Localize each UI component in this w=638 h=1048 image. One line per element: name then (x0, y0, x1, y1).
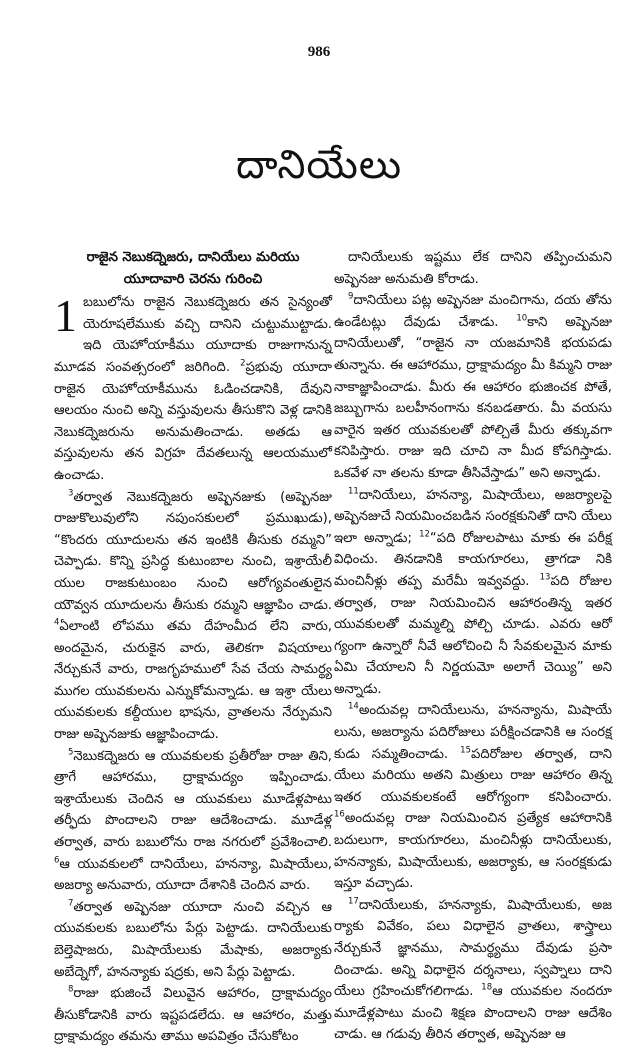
verse-text: అందువల్ల దానియేలును, హనన్యాను, మిషాయే లును, అజర్యాను పదిరోజులు పరీక్షించడానికి ఆ సంరక్ష కుడు సమ్మతించాడు. (334, 703, 612, 762)
verse-text: ఏలాంటి లోపము తమ దేహంమీద లేని వారు, అందమైన, చురుకైన వారు, తెలికగా విషయాలు నేర్చుకునే వారు, రాజగృహములో సేవ చేయ సామర్థ్య ముగల యువకులను ఎన్నుకోమన్నాడు. ఆ ఇశ్రా యేలు యువకులకు కల్దీయుల భాషను, వ్రాతలను నేర్పుమని రాజు అష్పెనజుకు ఆజ్ఞాపించాడు. (54, 619, 332, 743)
right-column-text (334, 247, 612, 1046)
verse-number: 6 (54, 855, 60, 866)
verse-text: ఆ యువకులలో దానియేలు, హనన్యా, మిషాయేలు, అజర్యా అనువారు, యూదా దేశానికి చెందిన వారు. (54, 856, 332, 894)
verse-number: 3 (68, 488, 74, 499)
left-column-text (54, 292, 332, 1048)
verse-text: దానియేలు పట్ల అష్పెనజు మంచిగాను, దయ తోను ఉండేటట్లు దేవుడు చేశాడు. (334, 293, 612, 330)
verse-number: 2 (240, 358, 246, 369)
verse-text: అందువల్ల రాజు నియమించిన ప్రత్యేక ఆహారానికి బదులుగా, కాయగూరలు, మంచినీళ్లు దానియేలుకు, హనన్యాకు, మిషాయేలుకు, అజర్యాకు, ఆ సంరక్షకుడు ఇస్తూ వచ్చాడు. (334, 811, 612, 892)
verse-number: 5 (68, 747, 74, 758)
verse-paragraph (54, 746, 332, 897)
verse-number: 11 (348, 486, 359, 497)
right-column (334, 247, 612, 1046)
left-column (54, 247, 332, 1048)
verse-number: 16 (334, 810, 345, 821)
verse-text: “పది రోజులపాటు మాకు ఈ పరీక్ష విధించు. తినడానికి కాయగూరలు, త్రాగడా నికి మంచినీళ్లు తప్ప మరేమీ ఇవ్వవద్దు. (334, 530, 612, 589)
chapter-number: 1 (54, 290, 77, 342)
verse-text: దానియేలుకు, హనన్యాకు, మిషాయేలుకు, అజ ర్యాకు వివేకం, పలు విధాలైన వ్రాతలు, శాస్త్రాలు నేర్చుకునే జ్ఞానము, సామర్థ్యము దేవుడు ప్రసా దించాడు. అన్ని విధాలైన దర్శనాలు, స్వప్నాలు దాని యేలు గ్రహించుకోగలిగాడు. (334, 897, 612, 1000)
verse-text: పదిరోజుల తర్వాత, దాని యేలు మరియు అతని మిత్రులు రాజు ఆహారం తిన్న ఇతర యువకులకంటే ఆరోగ్యంగా కనిపించారు. (334, 746, 612, 805)
verse-number: 18 (481, 982, 493, 993)
section-heading: రాజైన నెబుకద్నెజరు, దానియేలు మరియు యూదావారి చెరను గురించి (86, 250, 300, 287)
verse-number: 10 (516, 313, 528, 324)
verse-paragraph (334, 247, 612, 290)
verse-text: దానియేలు, హనన్యా, మిషాయేలు, అజర్యాలపై అష్పెనజుచే నియమించబడిన సంరక్షకునితో దాని యేలు ఇలా అన్నాడు; (334, 487, 612, 546)
book-title: దానియేలు (235, 142, 403, 188)
verse-number: 7 (68, 898, 74, 909)
verse-number: 17 (348, 896, 359, 907)
verse-number: 13 (539, 572, 551, 583)
verse-text: దానియేలుకు ఇష్టము లేక దానిని తప్పించుమని అష్పెనజు అనుమతి కోరాడు. (334, 250, 612, 287)
verse-number: 4 (54, 617, 60, 628)
verse-text: పది రోజుల తర్వాత, రాజు నియమించిన ఆహారంతిన్న ఇతర యువకులతో మమ్మల్ని పోల్చి చూడు. ఎవరు ఆరో గ్యంగా ఉన్నారో నీవే ఆలోచించి నీ సేవకులమైన మాకు ఏమి చేయాలని నీ నిర్ణయమో అలాగే చెయ్యి” అని అన్నాడు. (334, 573, 612, 697)
verse-paragraph (54, 487, 332, 746)
verse-text: ఆ యువకుల నందరూ మూడేళ్లపాటు మంచి శిక్షణ పొందాలని రాజు ఆదేశిం చాడు. ఆ గడువు తీరిన తర్వాత, అష్పెనజు ఆ (334, 984, 612, 1043)
verse-number: 8 (68, 984, 74, 995)
page-number: 986 (307, 44, 331, 60)
verse-text: తర్వాత అష్పెనజు యూదా నుంచి వచ్చిన ఆ యువకులకు బబులోను పేర్లు పెట్టాడు. దానియేలుకు బెల్తెషాజరు, మిషాయేలుకు మేషాకు, అజర్యాకు అబేద్నెగో, హనన్యాకు షద్రకు, అని పేర్లు పెట్టాడు. (54, 899, 332, 980)
verse-text: రాజు భుజించే విలువైన ఆహారం, ద్రాక్షామద్యం తీసుకోడానికి వారు ఇష్టపడలేదు. ఆ ఆహారం, మత్తు ద్రాక్షామద్యం తమను తాము అపవిత్రం చేసుకోటం (54, 986, 332, 1045)
verse-number: 14 (348, 702, 359, 713)
verse-text: ప్రభువు యూదా రాజైన యెహోయాకీమును ఓడించడానికి, దేవుని ఆలయం నుంచి అన్ని వస్తువులను తీసుకొని వెళ్ల డానికి నెబుకద్నెజరును అనుమతించాడు. అతడు ఆ వస్తువులను తన విగ్రహ దేవతలున్న ఆలయములో ఉంచాడు. (54, 359, 332, 483)
verse-paragraph (334, 700, 612, 894)
verse-number: 9 (348, 291, 354, 302)
verse-number: 15 (460, 745, 471, 756)
verse-paragraph (54, 897, 332, 983)
verse-text: కాని అష్పెనజు దానియేలుతో, “రాజైన నా యజమానికి భయపడు తున్నాను. ఈ ఆహారము, ద్రాక్షామద్యం మీ కిమ్మని రాజు నాకాజ్ఞాపించాడు. మీరు ఈ ఆహారం భుజించక పోతే, జబ్బుగాను బలహీనంగాను కనబడతారు. మీ వయసు వారైన ఇతర యువకులతో పోల్చితే మీరు తక్కువగా కనిపిస్తారు. రాజు ఇది చూచి నా మీద కోపగిస్తాడు. ఒకవేళ నా తలను కూడా తీసివేస్తాడు” అని అన్నాడు. (334, 314, 612, 481)
verse-paragraph (334, 290, 612, 484)
verse-paragraph (54, 292, 332, 486)
verse-number: 12 (419, 529, 430, 540)
verse-text: నెబుకద్నెజరు ఆ యువకులకు ప్రతీరోజు రాజు తిని, త్రాగే ఆహారము, ద్రాక్షామద్యం ఇప్పించాడు. ఇశ్రాయేలుకు చెందిన ఆ యువకులు మూడేళ్లపాటు తర్ఫీదు పొందాలని రాజు ఆదేశించాడు. మూడేళ్ల తర్వాత, వారు బబులోను రాజ నగరులో ప్రవేశించాలి. (54, 748, 332, 851)
verse-text: బబులోను రాజైన నెబుకద్నెజరు తన సైన్యంతో యెరూషలేముకు వచ్చి దానిని చుట్టుముట్టాడు. ఇది యెహోయాకీము యూదాకు రాజుగానున్న మూడవ సంవత్సరంలో జరిగింది. (54, 295, 332, 375)
verse-paragraph (334, 485, 612, 701)
verse-paragraph (54, 983, 332, 1048)
verse-paragraph (334, 895, 612, 1046)
verse-text: తర్వాత నెబుకద్నెజరు అష్పెనజుకు (అష్పెనజు రాజుకొలువులోని నపుంసకులలో ప్రముఖుడు), “కొందరు యూదులను తన ఇంటికి తీసుకు రమ్మని” చెప్పాడు. కొన్ని ప్రసిద్ధ కుటుంబాల నుంచి, ఇశ్రాయేలీ యుల రాజకుటుంబం నుంచి ఆరోగ్యవంతులైన యౌవ్వన యూదులను తీసుకు రమ్మని ఆజ్ఞాపిం చాడు. (54, 489, 332, 613)
